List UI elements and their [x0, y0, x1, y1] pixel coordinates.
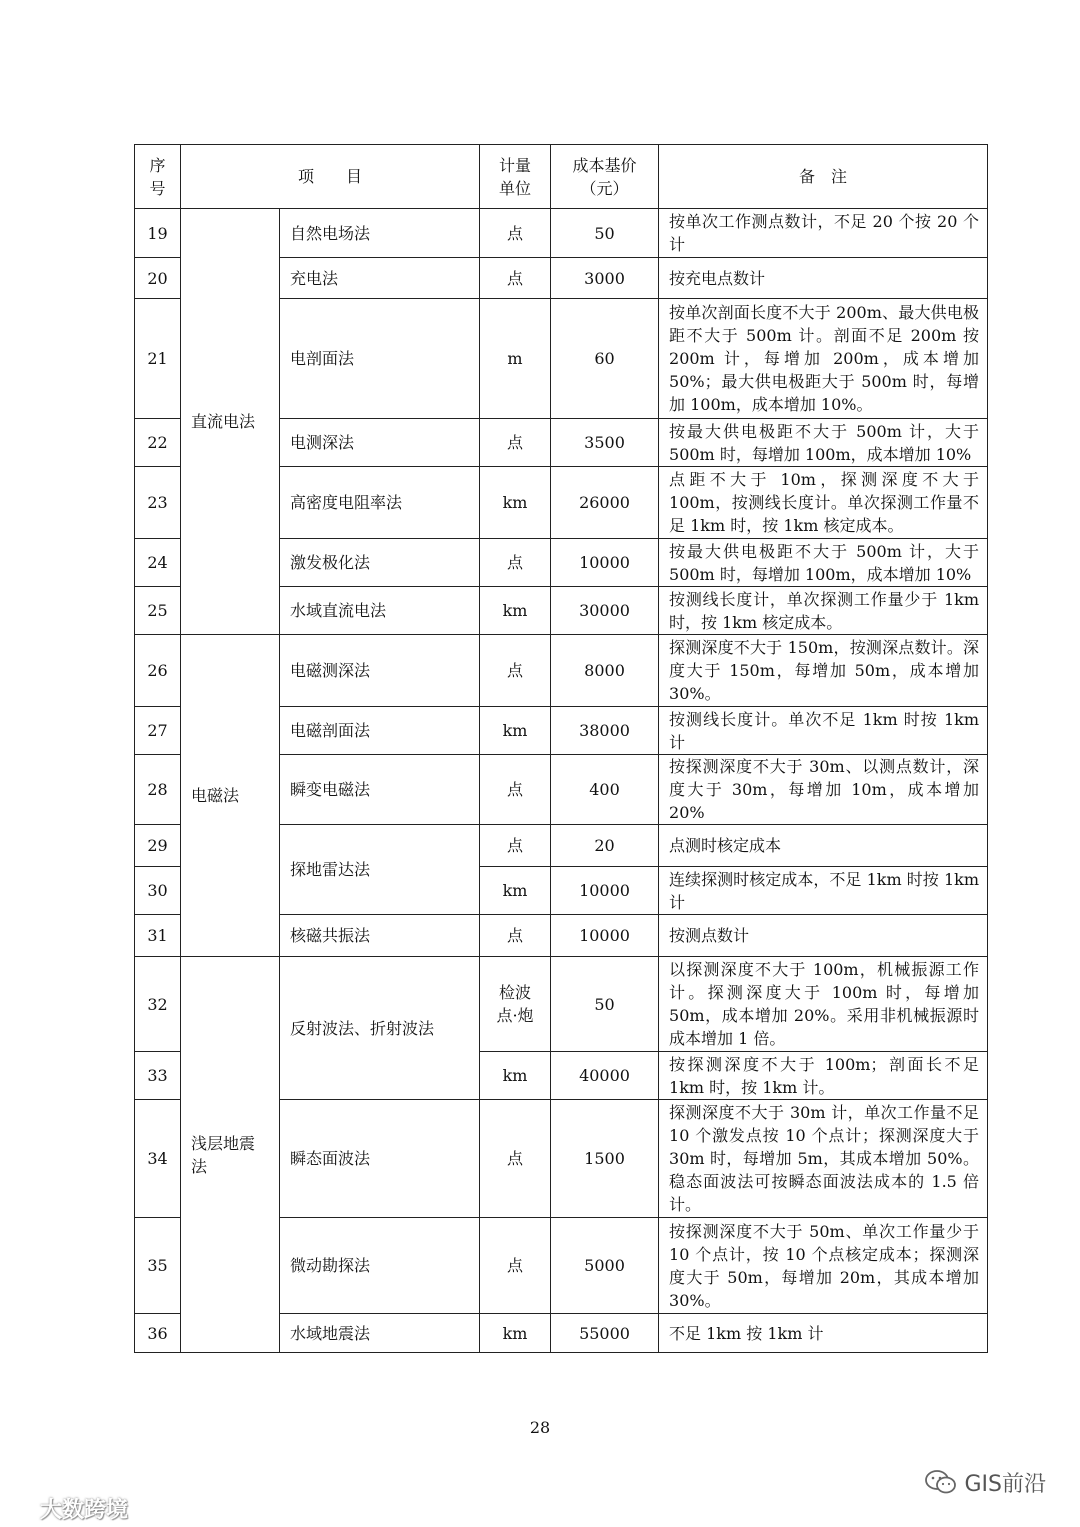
unit-cell: 点: [480, 635, 551, 707]
table-row: [135, 957, 988, 1052]
category-cell: 电磁法: [181, 635, 280, 957]
item-cell: 微动勘探法: [280, 1218, 480, 1314]
unit-cell: 点: [480, 915, 551, 957]
item-cell: 电剖面法: [280, 299, 480, 419]
category-cell: 直流电法: [181, 209, 280, 635]
note-cell: 按测线长度计。单次不足 1km 时按 1km 计: [659, 707, 988, 755]
note-cell: 按测点数计: [659, 915, 988, 957]
price-cell: 30000: [551, 587, 659, 635]
price-cell: 8000: [551, 635, 659, 707]
row-no: 19: [135, 209, 181, 258]
unit-cell: 检波 点·炮: [480, 957, 551, 1052]
row-no: 32: [135, 957, 181, 1052]
price-cell: 10000: [551, 867, 659, 915]
unit-cell: km: [480, 867, 551, 915]
price-cell: 5000: [551, 1218, 659, 1314]
row-no: 20: [135, 258, 181, 299]
item-cell: 电磁测深法: [280, 635, 480, 707]
weibo-logo-icon: [10, 1498, 36, 1518]
price-cell: 26000: [551, 467, 659, 539]
unit-cell: 点: [480, 1218, 551, 1314]
price-cell: 38000: [551, 707, 659, 755]
note-cell: 按单次剖面长度不大于 200m、最大供电极距不大于 500m 计。剖面不足 200m 按 200m 计，每增加 200m，成本增加 50%；最大供电极距大于 500m 时，每增加 100m，成本增加 10%。: [659, 299, 988, 419]
header-price: 成本基价 （元）: [551, 145, 659, 209]
category-cell: 浅层地震 法: [181, 957, 280, 1353]
note-cell: 探测深度不大于 30m 计，单次工作量不足 10 个激发点按 10 个点计；探测深度大于 30m 时，每增加 5m，其成本增加 50%。稳态面波法可按瞬态面波法成本的 1.5 倍计。: [659, 1100, 988, 1218]
note-cell: 按探测深度不大于 50m、单次工作量少于 10 个点计，按 10 个点核定成本；探测深度大于 50m，每增加 20m，其成本增加 30%。: [659, 1218, 988, 1314]
price-cell: 40000: [551, 1052, 659, 1100]
unit-cell: km: [480, 587, 551, 635]
row-no: 33: [135, 1052, 181, 1100]
item-cell: 电磁剖面法: [280, 707, 480, 755]
unit-cell: 点: [480, 419, 551, 467]
note-cell: 点距不大于 10m，探测深度不大于 100m，按测线长度计。单次探测工作量不足 1km 时，按 1km 核定成本。: [659, 467, 988, 539]
row-no: 29: [135, 825, 181, 867]
unit-cell: 点: [480, 258, 551, 299]
item-cell: 电测深法: [280, 419, 480, 467]
item-cell: 瞬态面波法: [280, 1100, 480, 1218]
header-row: [135, 145, 988, 209]
unit-cell: km: [480, 1052, 551, 1100]
price-cell: 10000: [551, 915, 659, 957]
watermark-left: [10, 1494, 128, 1522]
unit-cell: 点: [480, 209, 551, 258]
unit-cell: km: [480, 707, 551, 755]
note-cell: 点测时核定成本: [659, 825, 988, 867]
row-no: 24: [135, 539, 181, 587]
price-cell: 10000: [551, 539, 659, 587]
item-cell: 水域直流电法: [280, 587, 480, 635]
price-cell: 1500: [551, 1100, 659, 1218]
unit-cell: km: [480, 1314, 551, 1353]
item-cell: 激发极化法: [280, 539, 480, 587]
unit-cell: 点: [480, 755, 551, 825]
header-note: 备 注: [659, 145, 988, 209]
unit-cell: 点: [480, 539, 551, 587]
note-cell: 按最大供电极距不大于 500m 计，大于 500m 时，每增加 100m，成本增加 10%: [659, 419, 988, 467]
watermark-right: [924, 1467, 1046, 1497]
wechat-logo-icon: [924, 1469, 958, 1495]
note-cell: 不足 1km 按 1km 计: [659, 1314, 988, 1353]
note-cell: 按最大供电极距不大于 500m 计，大于 500m 时，每增加 100m，成本增加 10%: [659, 539, 988, 587]
unit-cell: m: [480, 299, 551, 419]
price-cell: 60: [551, 299, 659, 419]
note-cell: 按充电点数计: [659, 258, 988, 299]
item-cell: 水域地震法: [280, 1314, 480, 1353]
watermark-left-text: 大数跨境: [40, 1497, 129, 1523]
row-no: 22: [135, 419, 181, 467]
item-cell: 瞬变电磁法: [280, 755, 480, 825]
note-cell: 以探测深度不大于 100m，机械振源工作计。探测深度大于 100m 时，每增加 50m，成本增加 20%。采用非机械振源时成本增加 1 倍。: [659, 957, 988, 1052]
price-cell: 55000: [551, 1314, 659, 1353]
table-row: [135, 209, 988, 258]
unit-cell: 点: [480, 825, 551, 867]
item-cell: 充电法: [280, 258, 480, 299]
item-cell: 探地雷达法: [280, 825, 480, 915]
row-no: 21: [135, 299, 181, 419]
cost-table: [134, 144, 988, 1353]
note-cell: 按探测深度不大于 100m；剖面长不足 1km 时，按 1km 计。: [659, 1052, 988, 1100]
row-no: 26: [135, 635, 181, 707]
price-cell: 50: [551, 957, 659, 1052]
row-no: 31: [135, 915, 181, 957]
unit-cell: km: [480, 467, 551, 539]
header-item: 项 目: [181, 145, 480, 209]
row-no: 28: [135, 755, 181, 825]
price-cell: 3500: [551, 419, 659, 467]
unit-cell: 点: [480, 1100, 551, 1218]
price-cell: 20: [551, 825, 659, 867]
note-cell: 按单次工作测点数计，不足 20 个按 20 个计: [659, 209, 988, 258]
row-no: 23: [135, 467, 181, 539]
table-row: [135, 635, 988, 707]
page-number: 28: [529, 1418, 551, 1437]
watermark-right-text: GIS前沿: [964, 1471, 1046, 1497]
item-cell: 反射波法、折射波法: [280, 957, 480, 1100]
row-no: 30: [135, 867, 181, 915]
row-no: 27: [135, 707, 181, 755]
row-no: 34: [135, 1100, 181, 1218]
note-cell: 探测深度不大于 150m，按测深点数计。深度大于 150m，每增加 50m，成本增加 30%。: [659, 635, 988, 707]
row-no: 35: [135, 1218, 181, 1314]
price-cell: 50: [551, 209, 659, 258]
price-cell: 3000: [551, 258, 659, 299]
row-no: 36: [135, 1314, 181, 1353]
item-cell: 核磁共振法: [280, 915, 480, 957]
note-cell: 按测线长度计，单次探测工作量少于 1km 时，按 1km 核定成本。: [659, 587, 988, 635]
row-no: 25: [135, 587, 181, 635]
note-cell: 按探测深度不大于 30m、以测点数计，深度大于 30m，每增加 10m，成本增加 20%: [659, 755, 988, 825]
header-unit: 计量 单位: [480, 145, 551, 209]
item-cell: 高密度电阻率法: [280, 467, 480, 539]
item-cell: 自然电场法: [280, 209, 480, 258]
note-cell: 连续探测时核定成本，不足 1km 时按 1km 计: [659, 867, 988, 915]
header-no: 序 号: [135, 145, 181, 209]
price-cell: 400: [551, 755, 659, 825]
